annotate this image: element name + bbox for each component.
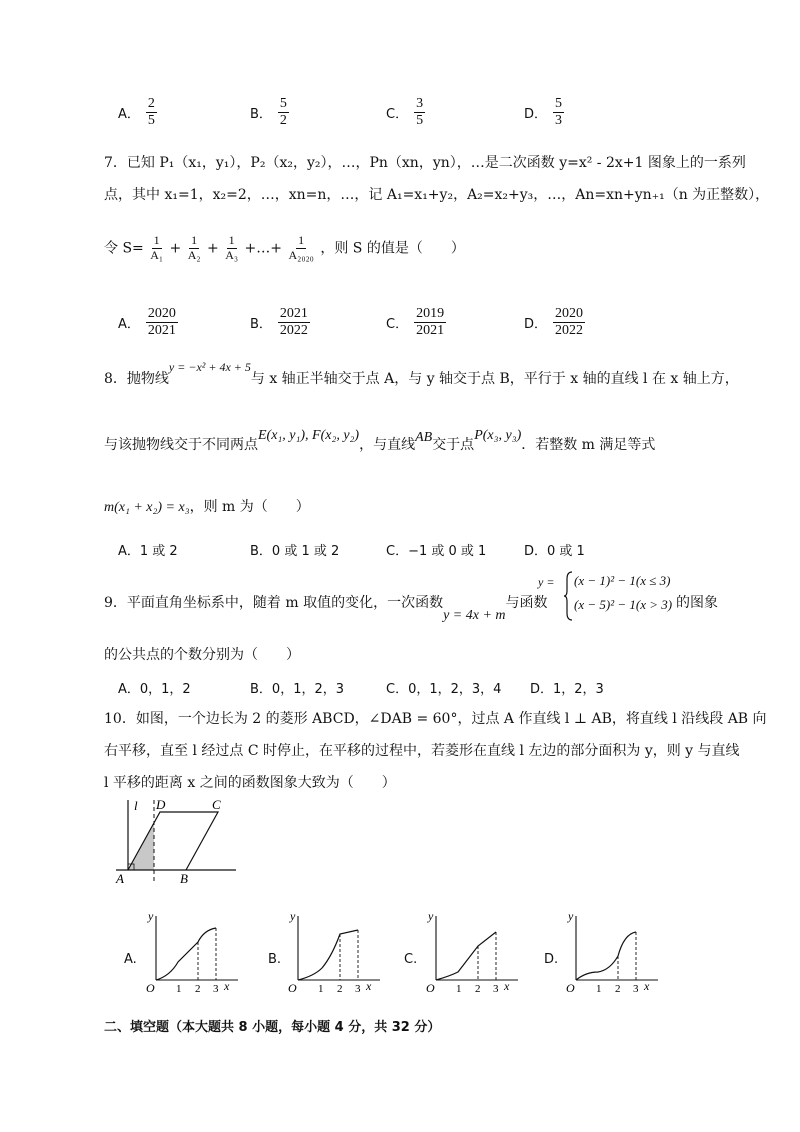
fraction: $\frac{5}{2}$ xyxy=(279,96,287,129)
axis-y: y xyxy=(428,910,434,923)
q7-option-c: C． $\frac{2019}{2021}$ xyxy=(386,306,445,339)
q6-option-a: A． $\frac{2}{5}$ xyxy=(118,96,155,129)
tick-3: 3 xyxy=(633,983,639,994)
label-l: l xyxy=(134,798,138,813)
fraction-1-a2: $\frac{1}{\text{A₂}}$ xyxy=(187,233,201,262)
section-heading: 二、填空题（本大题共 8 小题，每小题 4 分，共 32 分） xyxy=(104,1020,441,1035)
origin: O xyxy=(426,981,435,994)
fraction-1-a1: $\frac{1}{\text{A₁}}$ xyxy=(150,233,164,262)
q10-line1: 10．如图，一个边长为 2 的菱形 ABCD，∠DAB = 60°，过点 A 作直线 l ⊥ AB，将直线 l 沿线段 AB 向 xyxy=(104,711,767,727)
linear-function: y = 4x + m xyxy=(443,608,506,623)
curve xyxy=(576,932,636,980)
axis-x: x xyxy=(366,979,372,993)
origin: O xyxy=(566,981,575,994)
q9-line1-end: 的图象 xyxy=(676,595,718,611)
fraction: $\frac{2021}{2022}$ xyxy=(279,306,308,339)
tick-1: 1 xyxy=(176,983,182,994)
q8-option-b: B．0 或 1 或 2 xyxy=(250,544,340,559)
tick-1: 1 xyxy=(318,983,324,994)
curve xyxy=(156,928,216,980)
tick-3: 3 xyxy=(493,983,499,994)
graph-d-label: D. xyxy=(544,952,559,967)
q9-option-a: A．0，1，2 xyxy=(118,682,191,697)
fraction: $\frac{2019}{2021}$ xyxy=(416,306,445,339)
point-p: P(x₃, y₃) xyxy=(474,428,522,443)
curve xyxy=(298,930,358,980)
graph-option-a xyxy=(142,910,242,994)
q8-line3: m(x₁ + x₂) = x₃，则 m 为（ ） xyxy=(104,499,310,515)
graph-c-label: C. xyxy=(404,952,418,967)
graph-b-label: B. xyxy=(268,952,282,967)
tick-3: 3 xyxy=(355,983,361,994)
q7-line2: 点，其中 x₁=1，x₂=2，…，xn=n，…，记 A₁=x₁+y₂，A₂=x₂+y₃，…，An=xn+yn₊₁（n 为正整数）， xyxy=(104,187,770,203)
q7-option-b: B． $\frac{2021}{2022}$ xyxy=(250,306,308,339)
q9-option-c: C．0，1，2，3，4 xyxy=(386,682,502,697)
axis-y: y xyxy=(568,910,574,923)
fraction: $\frac{2020}{2022}$ xyxy=(555,306,584,339)
q8-line2: 与该抛物线交于不同两点E(x₁, y₁), F(x₂, y₂)，与直线AB交于点P(x₃, y₃)．若整数 m 满足等式 xyxy=(104,428,656,453)
line-ab: AB xyxy=(415,430,433,445)
tick-2: 2 xyxy=(337,983,343,994)
axis-x: x xyxy=(644,979,650,993)
tick-1: 1 xyxy=(596,983,602,994)
q6-option-c: C． $\frac{3}{5}$ xyxy=(386,96,424,129)
fraction: $\frac{2}{5}$ xyxy=(147,96,155,129)
label-a: A xyxy=(116,871,124,886)
axis-y: y xyxy=(290,910,296,923)
graph-option-d xyxy=(562,910,662,994)
q6-option-d: D． $\frac{5}{3}$ xyxy=(524,96,563,129)
parabola-formula: y = −x² + 4x + 5 xyxy=(168,360,251,374)
tick-1: 1 xyxy=(456,983,462,994)
tick-3: 3 xyxy=(213,983,219,994)
curve xyxy=(436,932,496,980)
graph-option-b xyxy=(284,910,384,994)
q9-option-b: B．0，1，2，3 xyxy=(250,682,345,697)
q10-line2: 右平移，直至 l 经过点 C 时停止，在平移的过程中，若菱形在直线 l 左边的部分面积为 y，则 y 与直线 xyxy=(104,743,740,759)
q7-line1: 7．已知 P₁（x₁，y₁），P₂（x₂，y₂），…，Pn（xn，yn），…是二次函数 y=x² - 2x+1 图象上的一系列 xyxy=(104,155,746,171)
brace-icon xyxy=(564,571,574,621)
q8-line1: 8．抛物线y = −x² + 4x + 5与 x 轴正半轴交于点 A，与 y 轴交于点 B，平行于 x 轴的直线 l 在 x 轴上方， xyxy=(104,360,739,387)
q7-line3: 令 S= $\frac{1}{\text{A₁}}$ + $\frac{1}{\text{A₂}}$ + $\frac{1}{\text{A₃}}$ +…+ $\frac{1}{\text{A₂₀₂₀}}$ ，则 S 的值是（ ） xyxy=(104,233,465,262)
tick-2: 2 xyxy=(475,983,481,994)
q10-line3: l 平移的距离 x 之间的函数图象大致为（ ） xyxy=(104,775,396,791)
q9-option-d: D．1，2，3 xyxy=(530,682,604,697)
points-ef: E(x₁, y₁), F(x₂, y₂) xyxy=(258,428,360,443)
axis-x: x xyxy=(224,979,230,993)
fraction: $\frac{2020}{2021}$ xyxy=(147,306,176,339)
axis-y: y xyxy=(148,910,154,923)
fraction: $\frac{3}{5}$ xyxy=(416,96,424,129)
axis-x: x xyxy=(504,979,510,993)
q8-option-a: A．1 或 2 xyxy=(118,544,178,559)
graph-option-c xyxy=(422,910,522,994)
q8-option-c: C．−1 或 0 或 1 xyxy=(386,544,487,559)
rhombus-figure xyxy=(114,796,244,888)
q9-line2: 的公共点的个数分别为（ ） xyxy=(104,647,300,663)
label-d: D xyxy=(156,797,166,812)
q9-line1: 9．平面直角坐标系中，随着 m 取值的变化，一次函数y = 4x + m与函数 xyxy=(104,595,548,623)
q6-option-b: B． $\frac{5}{2}$ xyxy=(250,96,287,129)
fraction-1-a2020: $\frac{1}{\text{A₂₀₂₀}}$ xyxy=(288,233,314,262)
label-b: B xyxy=(180,871,188,886)
fraction-1-a3: $\frac{1}{\text{A₃}}$ xyxy=(225,233,239,262)
fraction: $\frac{5}{3}$ xyxy=(555,96,563,129)
piecewise-function: y = (x − 1)² − 1(x ≤ 3) (x − 5)² − 1(x > 3) xyxy=(538,571,678,621)
q7-option-a: A． $\frac{2020}{2021}$ xyxy=(118,306,176,339)
origin: O xyxy=(146,981,155,994)
equation-m: m(x₁ + x₂) = x₃ xyxy=(104,500,190,515)
q8-option-d: D．0 或 1 xyxy=(524,544,585,559)
origin: O xyxy=(288,981,297,994)
label-c: C xyxy=(212,797,221,812)
tick-2: 2 xyxy=(615,983,621,994)
q7-option-d: D． $\frac{2020}{2022}$ xyxy=(524,306,584,339)
tick-2: 2 xyxy=(195,983,201,994)
graph-a-label: A. xyxy=(124,952,137,967)
